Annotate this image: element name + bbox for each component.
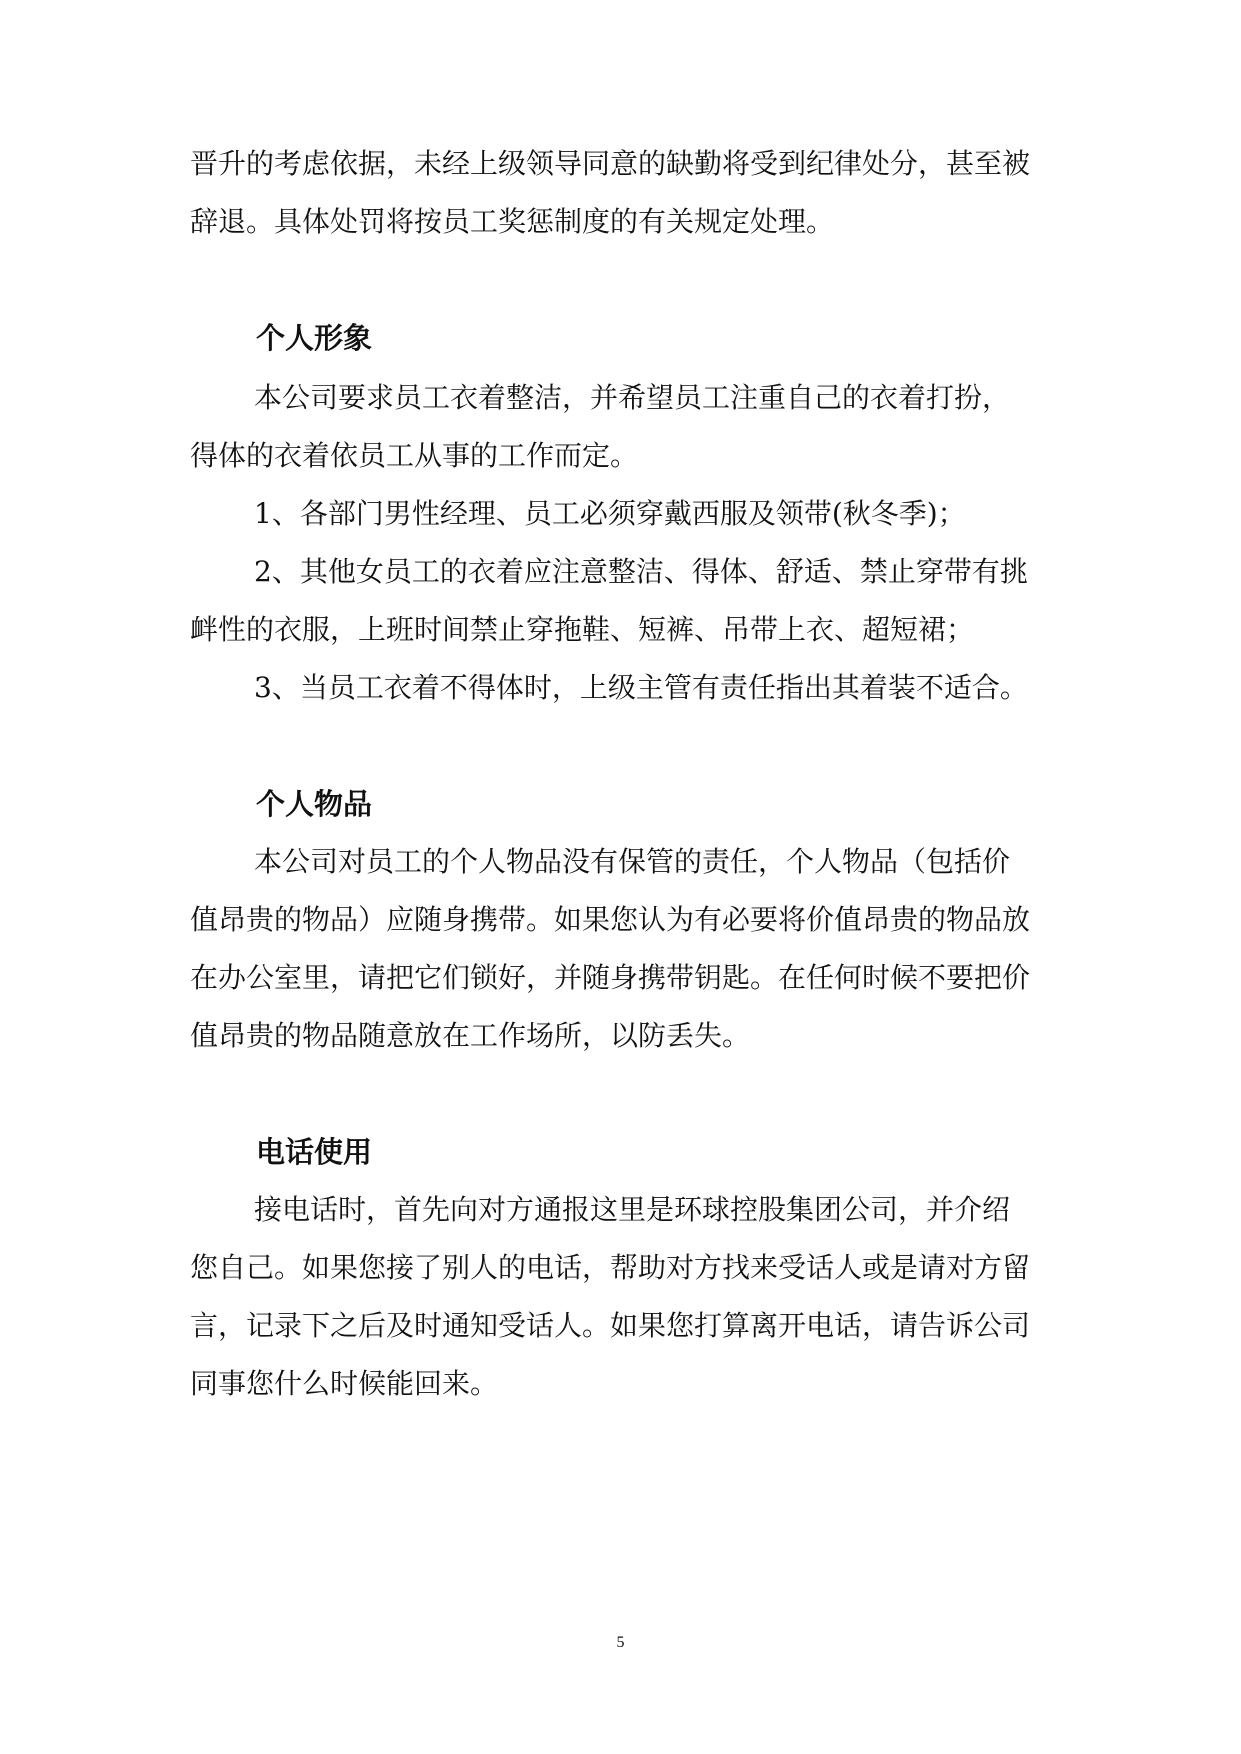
paragraph-line: 本公司要求员工衣着整洁，并希望员工注重自己的衣着打扮， xyxy=(254,381,1011,414)
paragraph-line: 值昂贵的物品）应随身携带。如果您认为有必要将价值昂贵的物品放 xyxy=(190,903,1031,936)
page-number: 5 xyxy=(616,1634,625,1651)
list-item-3: 3、当员工衣着不得体时，上级主管有责任指出其着装不适合。 xyxy=(254,671,1028,704)
paragraph-line: 您自己。如果您接了别人的电话，帮助对方找来受话人或是请对方留 xyxy=(190,1251,1031,1284)
list-item-1: 1、各部门男性经理、员工必须穿戴西服及领带(秋冬季)； xyxy=(254,497,966,530)
paragraph-line: 在办公室里，请把它们锁好，并随身携带钥匙。在任何时候不要把价 xyxy=(190,961,1031,994)
paragraph-line: 言，记录下之后及时通知受话人。如果您打算离开电话，请告诉公司 xyxy=(190,1309,1031,1342)
section-heading-personal-image: 个人形象 xyxy=(256,321,373,355)
section-heading-telephone-use: 电话使用 xyxy=(256,1135,373,1169)
paragraph-line: 得体的衣着依员工从事的工作而定。 xyxy=(190,439,639,472)
paragraph-line: 值昂贵的物品随意放在工作场所，以防丢失。 xyxy=(190,1019,751,1052)
continuation-line-2: 辞退。具体处罚将按员工奖惩制度的有关规定处理。 xyxy=(190,205,835,238)
list-item-2: 2、其他女员工的衣着应注意整洁、得体、舒适、禁止穿带有挑 xyxy=(254,555,1028,588)
list-item-2-continued: 衅性的衣服，上班时间禁止穿拖鞋、短裤、吊带上衣、超短裙； xyxy=(190,613,975,646)
section-heading-personal-belongings: 个人物品 xyxy=(256,787,373,821)
paragraph-line: 接电话时，首先向对方通报这里是环球控股集团公司，并介绍 xyxy=(254,1193,1011,1226)
continuation-line-1: 晋升的考虑依据，未经上级领导同意的缺勤将受到纪律处分，甚至被 xyxy=(190,147,1031,180)
paragraph-line: 同事您什么时候能回来。 xyxy=(190,1367,499,1400)
paragraph-line: 本公司对员工的个人物品没有保管的责任，个人物品（包括价 xyxy=(254,845,1011,878)
